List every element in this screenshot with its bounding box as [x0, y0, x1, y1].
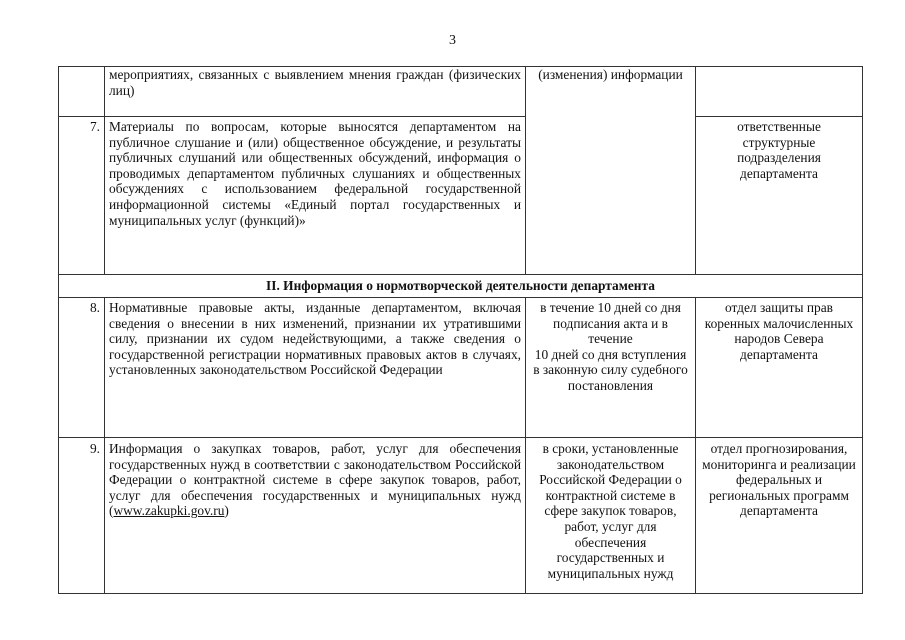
table-row [59, 298, 863, 438]
row-responsible: отдел защиты прав коренных малочисленных народов Севера департамента [696, 298, 863, 438]
row-term: в сроки, установленные законодательством Российской Федерации о контрактной системе в сфере закупок товаров, работ, услуг для обеспечения государственных и муниципальных нужд [526, 438, 696, 594]
page-number: 3 [449, 33, 456, 48]
row-text: мероприятиях, связанных с выявлением мнения граждан (физических лиц) [105, 67, 526, 117]
section-title: II. Информация о нормотворческой деятельности департамента [59, 275, 863, 298]
row-number: 7. [59, 117, 105, 275]
table-row [59, 67, 863, 117]
row-text-main: Информация о закупках товаров, работ, услуг для обеспечения государственных нужд в соответствии с законодательством Российской Федерации о контрактной системе в сфере закупок товаров, работ, услуг для обеспечения государственных и муниципальных нужд ( [109, 441, 521, 519]
table-row [59, 438, 863, 594]
row-term: (изменения) информации [526, 67, 696, 275]
row-text-end: ) [224, 503, 229, 519]
section-header-row [59, 275, 863, 298]
info-table [58, 66, 863, 594]
row-term [526, 298, 696, 438]
term-part-1: в течение 10 дней со дня подписания акта и в течение [540, 300, 681, 347]
row-number: 9. [59, 438, 105, 594]
row-number [59, 67, 105, 117]
row-responsible: ответственные структурные подразделения департамента [696, 117, 863, 275]
row-responsible: отдел прогнозирования, мониторинга и реализации федеральных и региональных программ департамента [696, 438, 863, 594]
term-part-2: 10 дней со дня вступления в законную силу судебного постановления [533, 346, 688, 393]
zakupki-link[interactable]: www.zakupki.gov.ru [113, 503, 225, 519]
row-text [105, 438, 526, 594]
row-text: Нормативные правовые акты, изданные департаментом, включая сведения о внесении в них изменений, признании их утратившими силу, признании их судом недействующими, а также сведения о государственной регистрации нормативных правовых актов в случаях, установленных законодательством Российской Федерации [105, 298, 526, 438]
row-text: Материалы по вопросам, которые выносятся департаментом на публичное слушание и (или) общественное обсуждение, и результаты публичных слушаний или общественных обсуждений, информация о проводимых департаментом публичных слушаниях и общественных обсуждениях с использованием федеральной государственной информационной системы «Единый портал государственных и муниципальных услуг (функций)» [105, 117, 526, 275]
table-row [59, 117, 863, 275]
row-responsible [696, 67, 863, 117]
row-number: 8. [59, 298, 105, 438]
